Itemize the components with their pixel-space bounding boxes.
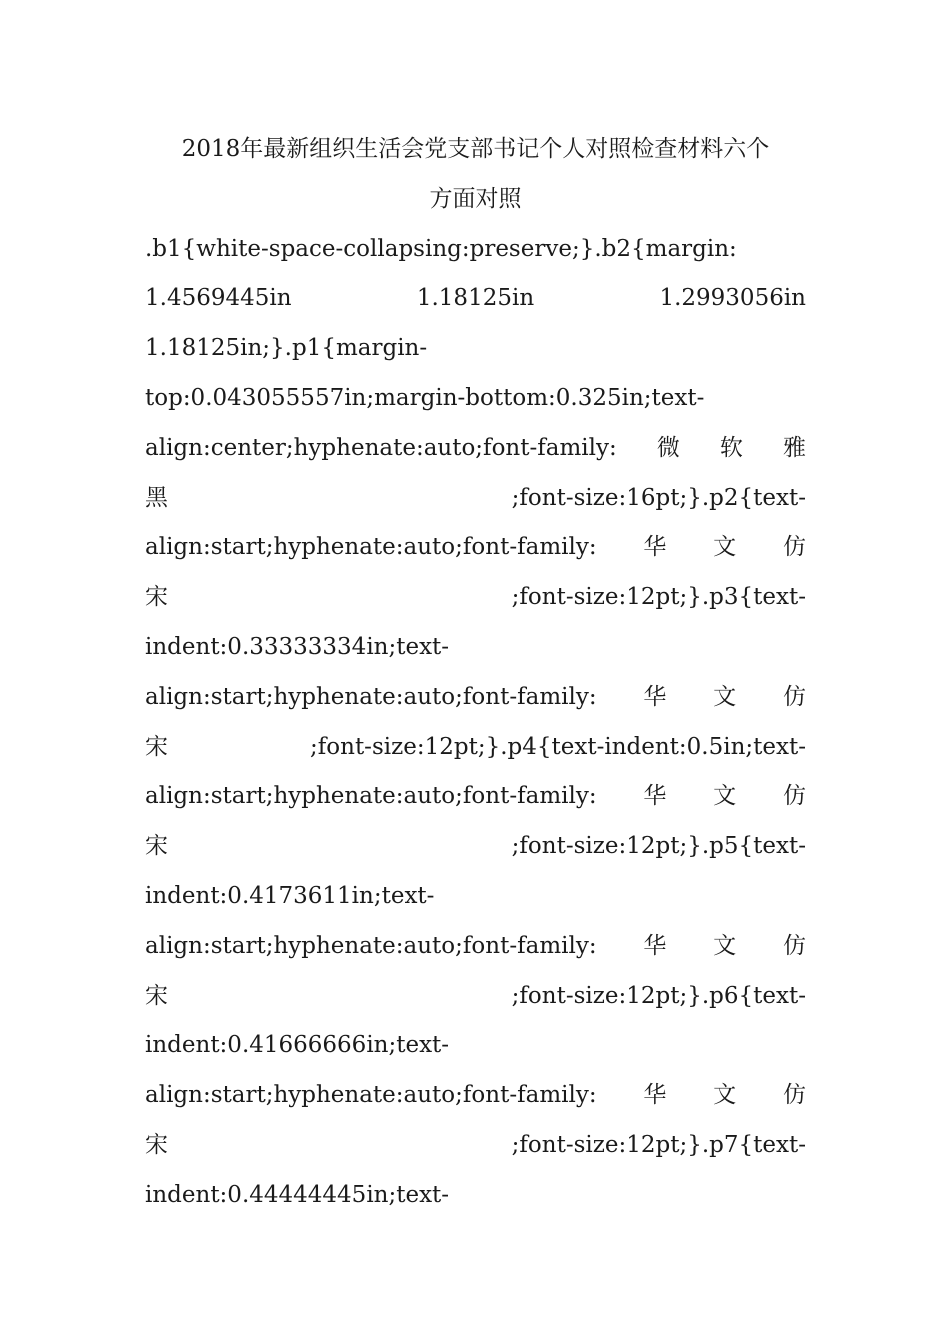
body-line-19: 宋 ;font-size:12pt;}.p7{text- [145, 1131, 806, 1158]
body-line-15: align:start;hyphenate:auto;font-family: 华 文 仿 [145, 932, 806, 959]
body-line-13: 宋 ;font-size:12pt;}.p5{text- [145, 833, 806, 860]
body-line-3: 1.18125in;}.p1{margin- [145, 335, 428, 362]
body-line-11: 宋 ;font-size:12pt;}.p4{text-indent:0.5in;text- [145, 733, 806, 760]
body-line-10: align:start;hyphenate:auto;font-family: 华 文 仿 [145, 683, 806, 710]
body-line-2: 1.4569445in 1.18125in 1.2993056in [145, 285, 806, 312]
title-line-1: 2018年最新组织生活会党支部书记个人对照检查材料六个 [181, 136, 770, 162]
body-line-16: 宋 ;font-size:12pt;}.p6{text- [145, 982, 806, 1009]
body-line-18: align:start;hyphenate:auto;font-family: 华 文 仿 [145, 1082, 806, 1109]
body-line-6: 黑 ;font-size:16pt;}.p2{text- [145, 484, 806, 511]
body-line-17: indent:0.41666666in;text- [145, 1032, 450, 1059]
body-line-5: align:center;hyphenate:auto;font-family: 微 软 雅 [145, 434, 806, 461]
title-line-2: 方面对照 [429, 185, 522, 212]
document-body [145, 125, 806, 1221]
body-line-1: .b1{white-space-collapsing:preserve;}.b2{margin: [145, 235, 737, 262]
body-line-12: align:start;hyphenate:auto;font-family: 华 文 仿 [145, 783, 806, 810]
document-title [145, 125, 806, 225]
body-line-14: indent:0.4173611in;text- [145, 882, 435, 909]
body-line-7: align:start;hyphenate:auto;font-family: 华 文 仿 [145, 534, 806, 561]
body-line-4: top:0.043055557in;margin-bottom:0.325in;text- [145, 384, 705, 411]
body-line-9: indent:0.33333334in;text- [145, 633, 450, 660]
body-line-8: 宋 ;font-size:12pt;}.p3{text- [145, 584, 806, 611]
body-line-20: indent:0.44444445in;text- [145, 1181, 450, 1208]
